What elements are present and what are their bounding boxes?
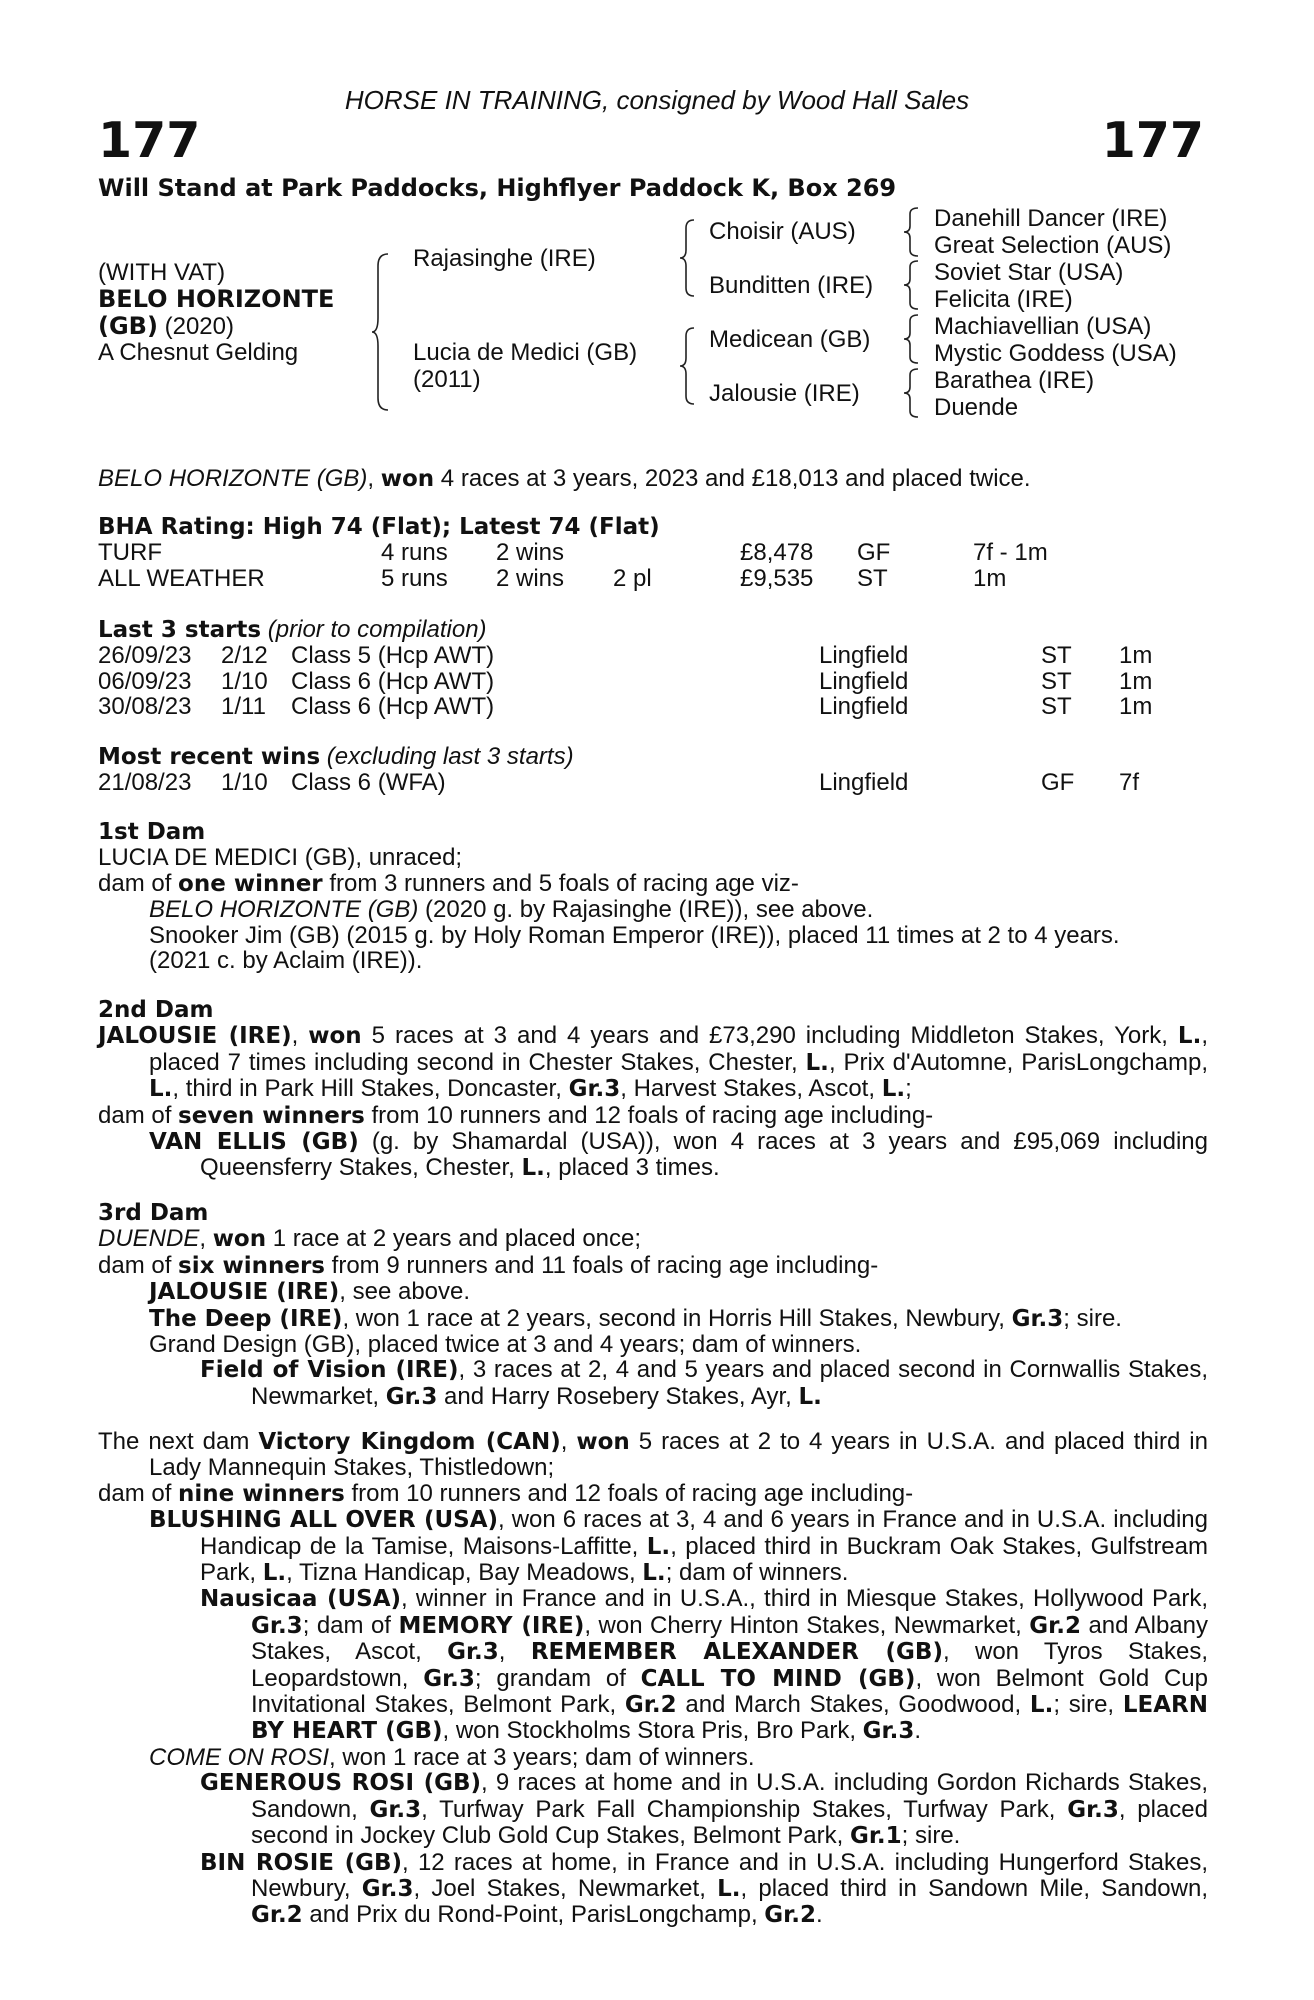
rating-distance: 7f - 1m <box>973 539 1048 567</box>
summary-text: 4 races at 3 years, 2023 and £18,013 and placed twice. <box>434 465 1031 492</box>
bold-text: L. <box>805 1049 829 1076</box>
text: dam of <box>98 869 179 897</box>
first-dam-produce <box>98 871 1208 897</box>
text: and Prix du Rond-Point, ParisLongchamp, <box>302 1901 765 1929</box>
third-dam-title: 3rd Dam <box>98 1200 209 1226</box>
text: , <box>199 1225 213 1253</box>
bold-text: Gr.3 <box>251 1612 303 1639</box>
text: , Prix d'Automne, ParisLongchamp, <box>828 1048 1208 1076</box>
start-date: 06/09/23 <box>98 667 192 695</box>
pedigree-g2-1: Choisir (AUS) <box>709 218 856 245</box>
bold-text: Victory Kingdom (CAN) <box>258 1429 561 1455</box>
start-row <box>98 643 1208 668</box>
start-row <box>98 669 1208 694</box>
start-course: Lingfield <box>819 693 909 721</box>
first-dam-foal <box>98 897 1208 922</box>
bold-text: L. <box>642 1560 666 1587</box>
bold-text: Gr.2 <box>764 1902 816 1929</box>
text: , placed 7 times including second in Chester Stakes, Chester, <box>149 1022 1208 1076</box>
bold-text: one winner <box>178 870 323 897</box>
third-dam-section <box>98 1201 1208 1410</box>
pedigree-sire: Rajasinghe (IRE) <box>413 245 596 272</box>
bold-text: LEARN BY HEART (GB) <box>251 1692 1209 1745</box>
third-dam-foal <box>98 1279 1208 1305</box>
text: , <box>498 1638 531 1666</box>
bold-text: L. <box>521 1155 545 1182</box>
text: , Tizna Handicap, Bay Meadows, <box>286 1559 643 1587</box>
race-summary: BELO HORIZONTE (GB), won 4 races at 3 years, 2023 and £18,013 and placed twice. <box>98 465 1031 492</box>
start-row <box>98 694 1208 719</box>
pedigree-brace-g3-2 <box>902 259 922 311</box>
bold-text: L. <box>262 1560 287 1587</box>
rating-prize: £8,478 <box>740 539 814 567</box>
bold-text: six winners <box>178 1252 325 1279</box>
start-class: Class 5 (Hcp AWT) <box>291 642 495 670</box>
pedigree-g3-8: Duende <box>934 394 1019 421</box>
text: . <box>914 1717 922 1745</box>
first-dam-foal: Snooker Jim (GB) (2015 g. by Holy Roman Emperor (IRE)), placed 11 times at 2 to 4 years. <box>149 921 1120 949</box>
pedigree-brace-g3-3 <box>902 313 922 365</box>
text: , 9 races at home and in U.S.A. including Gordon Richards Stakes, Sandown, <box>251 1769 1208 1823</box>
text: , placed 3 times. <box>544 1154 720 1182</box>
next-dam-grandfoal <box>98 1770 1208 1849</box>
pedigree-g2-4: Jalousie (IRE) <box>709 380 860 407</box>
start-going: ST <box>1041 642 1072 670</box>
bold-text: MEMORY (IRE) <box>398 1612 585 1639</box>
start-course: Lingfield <box>819 667 909 695</box>
text: from 10 runners and 12 foals of racing age including- <box>364 1101 934 1129</box>
text: and March Stakes, Goodwood, <box>676 1691 1030 1719</box>
text: , won 1 race at 3 years; dam of winners. <box>329 1743 755 1771</box>
start-going: ST <box>1041 693 1072 721</box>
bold-text: L. <box>646 1533 671 1560</box>
text: (g. by Shamardal (USA)), won 4 races at 3 years and £95,069 including Queensferry Stakes, Chester, <box>200 1128 1208 1182</box>
horse-year: (2020) <box>157 313 234 340</box>
pedigree-g2-2: Bunditten (IRE) <box>709 272 874 299</box>
lot-number-left: 177 <box>98 112 201 169</box>
next-dam-section <box>98 1429 1208 1929</box>
text: ; sire. <box>901 1822 961 1850</box>
text: 5 races at 2 to 4 years in U.S.A. and placed third in Lady Mannequin Stakes, Thistledown; <box>149 1428 1208 1482</box>
recent-wins-title <box>98 744 1208 770</box>
second-dam-record <box>98 1023 1208 1102</box>
last-starts-title <box>98 617 1208 643</box>
rating-runs: 4 runs <box>381 539 448 567</box>
bold-text: Gr.3 <box>423 1665 475 1692</box>
pedigree-g3-2: Great Selection (AUS) <box>934 232 1172 259</box>
text: 1 race at 2 years and placed once; <box>266 1225 642 1253</box>
pedigree-brace-g3-1 <box>902 206 922 258</box>
pedigree-g3-7: Barathea (IRE) <box>934 367 1095 394</box>
rating-surface: TURF <box>98 539 162 567</box>
rating-row-all-weather <box>98 566 1208 591</box>
horse-name: BELO HORIZONTE <box>98 285 335 313</box>
bold-text: BLUSHING ALL OVER (USA) <box>149 1507 499 1534</box>
recent-wins-heading: Most recent wins <box>98 744 321 770</box>
bold-text: L. <box>881 1076 906 1103</box>
bold-text: L. <box>717 1875 741 1902</box>
text: , Joel Stakes, Newmarket, <box>413 1874 718 1902</box>
text: and Harry Rosebery Stakes, Ayr, <box>437 1382 799 1410</box>
last-starts-note: (prior to compilation) <box>261 616 487 643</box>
italic-text: DUENDE <box>98 1225 200 1253</box>
summary-won: won <box>380 466 435 492</box>
bold-text: Gr.2 <box>251 1902 303 1929</box>
bold-text: L. <box>149 1076 173 1103</box>
text: , <box>560 1428 577 1455</box>
bold-text: REMEMBER ALEXANDER (GB) <box>530 1639 943 1666</box>
win-going: GF <box>1041 769 1075 797</box>
bold-text: nine winners <box>178 1480 345 1507</box>
win-position: 1/10 <box>221 769 268 797</box>
third-dam-foal <box>98 1332 1208 1357</box>
text: ; dam of winners. <box>665 1559 849 1587</box>
third-dam-record <box>98 1226 1208 1252</box>
first-dam-name: LUCIA DE MEDICI (GB), unraced; <box>98 844 463 872</box>
text: , third in Park Hill Stakes, Doncaster, <box>172 1075 569 1103</box>
text: , winner in France and in U.S.A., third in Miesque Stakes, Hollywood Park, <box>401 1585 1209 1613</box>
second-dam-section <box>98 998 1208 1182</box>
italic-text: BELO HORIZONTE (GB) <box>149 896 419 924</box>
bold-text: The Deep (IRE) <box>149 1305 343 1332</box>
next-dam-produce <box>98 1481 1208 1507</box>
second-dam-foal <box>98 1129 1208 1182</box>
text: , placed third in Buckram Oak Stakes, Gulfstream Park, <box>200 1532 1208 1587</box>
pedigree-brace-g3-4 <box>902 367 922 419</box>
recent-wins-section <box>98 744 1208 796</box>
text: , <box>291 1022 309 1050</box>
bold-text: won <box>212 1226 267 1253</box>
start-date: 26/09/23 <box>98 642 192 670</box>
bold-text: Gr.3 <box>385 1383 438 1410</box>
pedigree-g2-3: Medicean (GB) <box>709 326 871 353</box>
text: , 3 races at 2, 4 and 5 years and placed second in Cornwallis Stakes, Newmarket, <box>251 1356 1208 1410</box>
bold-text: Nausicaa (USA) <box>200 1586 402 1613</box>
horse-description: A Chesnut Gelding <box>98 339 299 366</box>
pedigree-brace-sire <box>678 218 698 298</box>
text: , won 6 races at 3, 4 and 6 years in France and in U.S.A. including Handicap de la Tamise, Maisons-Laffitte, <box>200 1506 1208 1560</box>
text: , placed second in Jockey Club Gold Cup Stakes, Belmont Park, <box>251 1795 1209 1850</box>
next-dam-grandfoal <box>98 1850 1208 1929</box>
next-dam-record <box>98 1429 1208 1481</box>
next-dam-foal <box>98 1507 1208 1586</box>
last-starts-section <box>98 617 1208 720</box>
rating-distance: 1m <box>973 564 1007 592</box>
start-class: Class 6 (Hcp AWT) <box>291 667 495 695</box>
text: . <box>815 1901 823 1929</box>
win-row <box>98 770 1208 795</box>
text: dam of <box>98 1101 179 1129</box>
rating-runs: 5 runs <box>381 564 448 592</box>
start-position: 1/11 <box>221 693 266 721</box>
bold-text: Field of Vision (IRE) <box>200 1357 459 1384</box>
bold-text: Gr.2 <box>1029 1612 1081 1639</box>
bold-text: VAN ELLIS (GB) <box>149 1129 359 1156</box>
text: , won 1 race at 2 years, second in Horris Hill Stakes, Newbury, <box>342 1304 1012 1332</box>
rating-placed: 2 pl <box>613 564 652 592</box>
rating-surface: ALL WEATHER <box>98 564 265 592</box>
text: , won Stockholms Stora Pris, Bro Park, <box>442 1717 863 1745</box>
text: ; <box>905 1075 912 1103</box>
bold-text: Gr.2 <box>624 1692 677 1719</box>
text: from 9 runners and 11 foals of racing age including- <box>324 1251 879 1279</box>
bold-text: L. <box>1177 1023 1202 1050</box>
rating-wins: 2 wins <box>496 564 565 592</box>
summary-horse-name: BELO HORIZONTE (GB) <box>98 465 368 492</box>
bold-text: Gr.3 <box>369 1796 422 1823</box>
rating-title: BHA Rating: High 74 (Flat); Latest 74 (Flat) <box>98 514 660 540</box>
horse-country: (GB) <box>98 312 158 340</box>
win-course: Lingfield <box>819 769 909 797</box>
text: The next dam <box>98 1428 259 1455</box>
start-distance: 1m <box>1119 642 1153 670</box>
second-dam-title: 2nd Dam <box>98 997 214 1023</box>
pedigree-g3-6: Mystic Goddess (USA) <box>934 340 1177 367</box>
bold-text: won <box>308 1023 362 1050</box>
start-going: ST <box>1041 667 1072 695</box>
next-dam-grandfoal <box>98 1586 1208 1744</box>
rating-going: ST <box>857 564 888 592</box>
third-dam-grandfoal <box>98 1357 1208 1410</box>
bold-text: seven winners <box>178 1102 365 1129</box>
stand-location: Will Stand at Park Paddocks, Highflyer Paddock K, Box 269 <box>98 174 897 202</box>
win-distance: 7f <box>1119 769 1140 797</box>
text: ; dam of <box>302 1611 399 1639</box>
text: , won Belmont Gold Cup Invitational Stakes, Belmont Park, <box>251 1664 1208 1719</box>
bold-text: Gr.3 <box>361 1875 414 1902</box>
lot-number-right: 177 <box>1101 112 1204 169</box>
text: , Turfway Park Fall Championship Stakes, Turfway Park, <box>421 1795 1068 1823</box>
pedigree-g3-4: Felicita (IRE) <box>934 286 1073 313</box>
pedigree-dam-year: (2011) <box>413 366 481 393</box>
third-dam-produce <box>98 1253 1208 1279</box>
first-dam-foal: (2021 c. by Aclaim (IRE)). <box>149 947 423 975</box>
pedigree-dam: Lucia de Medici (GB) <box>413 339 638 366</box>
win-date: 21/08/23 <box>98 769 192 797</box>
text: ; grandam of <box>474 1664 641 1692</box>
pedigree-g3-3: Soviet Star (USA) <box>934 259 1124 286</box>
win-class: Class 6 (WFA) <box>291 769 446 797</box>
text: (2020 g. by Rajasinghe (IRE)), see above. <box>418 896 874 924</box>
third-dam-foal <box>98 1306 1208 1332</box>
text: , Harvest Stakes, Ascot, <box>620 1075 882 1103</box>
rating-going: GF <box>857 539 891 567</box>
next-dam-foal <box>98 1745 1208 1770</box>
text: , won Cherry Hinton Stakes, Newmarket, <box>584 1611 1030 1639</box>
start-class: Class 6 (Hcp AWT) <box>291 693 495 721</box>
vat-note: (WITH VAT) <box>98 259 226 286</box>
start-course: Lingfield <box>819 642 909 670</box>
pedigree-g3-5: Machiavellian (USA) <box>934 313 1152 340</box>
text: , 12 races at home, in France and in U.S.A. including Hungerford Stakes, Newbury, <box>251 1848 1208 1902</box>
bold-text: Gr.3 <box>1067 1796 1119 1823</box>
pedigree-brace-main <box>370 252 392 412</box>
catalogue-header: HORSE IN TRAINING, consigned by Wood Hall Sales <box>344 85 970 115</box>
italic-text: COME ON ROSI <box>149 1743 330 1771</box>
text: , see above. <box>339 1278 471 1306</box>
pedigree-g3-1: Danehill Dancer (IRE) <box>934 205 1168 232</box>
bold-text: Gr.3 <box>447 1639 499 1666</box>
bold-text: JALOUSIE (IRE) <box>149 1279 340 1306</box>
second-dam-produce <box>98 1103 1208 1129</box>
bold-text: Gr.1 <box>849 1823 902 1850</box>
text: from 3 runners and 5 foals of racing age viz- <box>322 869 799 897</box>
text: dam of <box>98 1479 179 1507</box>
rating-prize: £9,535 <box>740 564 814 592</box>
pedigree-brace-dam <box>678 326 698 406</box>
first-dam-title: 1st Dam <box>98 819 206 845</box>
start-distance: 1m <box>1119 693 1153 721</box>
text: , placed third in Sandown Mile, Sandown, <box>740 1874 1208 1902</box>
bold-text: Gr.3 <box>862 1718 915 1745</box>
bold-text: L. <box>798 1383 822 1410</box>
text: from 10 runners and 12 foals of racing age including- <box>344 1479 914 1507</box>
first-dam-section <box>98 820 1208 973</box>
bold-text: BIN ROSIE (GB) <box>200 1849 403 1876</box>
last-starts-heading: Last 3 starts <box>98 617 262 643</box>
start-position: 1/10 <box>221 667 268 695</box>
rating-wins: 2 wins <box>496 539 565 567</box>
bold-text: JALOUSIE (IRE) <box>98 1023 292 1050</box>
rating-section <box>98 515 1208 591</box>
text: and Albany Stakes, Ascot, <box>251 1611 1209 1666</box>
text: ; sire, <box>1053 1691 1123 1719</box>
start-position: 2/12 <box>221 642 268 670</box>
bold-text: GENEROUS ROSI (GB) <box>200 1770 482 1797</box>
bold-text: Gr.3 <box>568 1076 621 1103</box>
bold-text: L. <box>1029 1692 1054 1719</box>
text: Grand Design (GB), placed twice at 3 and 4 years; dam of winners. <box>149 1331 862 1359</box>
start-date: 30/08/23 <box>98 693 192 721</box>
text: , won Tyros Stakes, Leopardstown, <box>251 1638 1208 1692</box>
text: 5 races at 3 and 4 years and £73,290 including Middleton Stakes, York, <box>361 1022 1178 1050</box>
bold-text: CALL TO MIND (GB) <box>640 1665 916 1692</box>
bold-text: won <box>576 1429 630 1455</box>
text: dam of <box>98 1251 179 1279</box>
horse-origin <box>98 312 234 341</box>
rating-row-turf <box>98 540 1208 565</box>
text: ; sire. <box>1063 1304 1122 1332</box>
recent-wins-note: (excluding last 3 starts) <box>320 743 574 770</box>
bold-text: Gr.3 <box>1011 1305 1064 1332</box>
start-distance: 1m <box>1119 667 1153 695</box>
